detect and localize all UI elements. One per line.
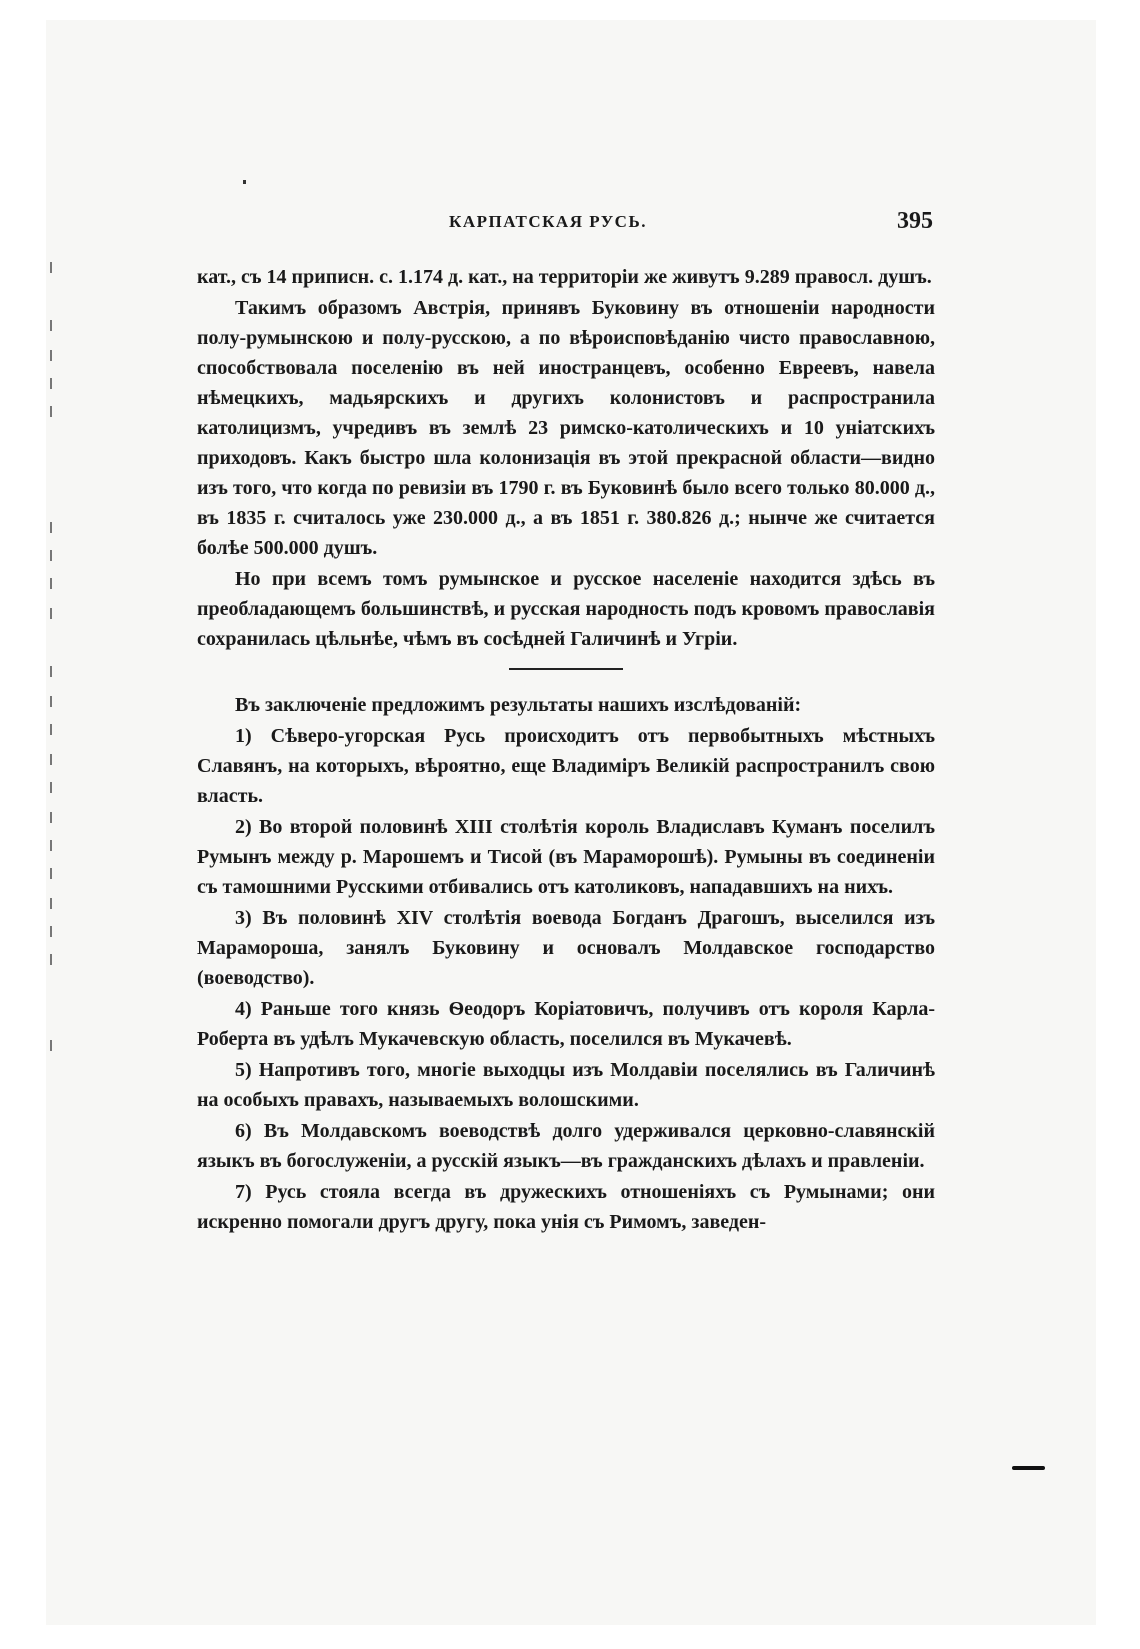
paragraph: кат., съ 14 приписн. с. 1.174 д. кат., на территоріи же живутъ 9.289 правосл. душъ. bbox=[197, 266, 932, 288]
page-number: 395 bbox=[897, 208, 933, 234]
scan-speck bbox=[243, 180, 246, 184]
section-divider bbox=[509, 668, 623, 670]
conclusion-item: 4) Раньше того князь Ѳеодоръ Коріатовичъ, получивъ отъ короля Карла-Роберта въ удѣлъ Мукачевскую область, поселился въ Мукачевѣ. bbox=[197, 998, 935, 1050]
paragraph: Но при всемъ томъ румынское и русское населеніе находится здѣсь въ преобладающемъ большинствѣ, и русская народность подъ кровомъ православія сохранилась цѣльнѣе, чѣмъ въ сосѣдней Галичинѣ и Угріи. bbox=[197, 568, 935, 650]
conclusion-item: 7) Русь стояла всегда въ дружескихъ отношеніяхъ съ Румынами; они искренно помогали другъ другу, пока унія съ Римомъ, заведен- bbox=[197, 1181, 935, 1233]
margin-mark bbox=[50, 1040, 52, 1051]
margin-mark bbox=[50, 578, 52, 589]
margin-mark bbox=[50, 782, 52, 793]
margin-mark bbox=[50, 406, 52, 417]
running-title: КАРПАТСКАЯ РУСЬ. bbox=[449, 212, 647, 231]
conclusion-item: 3) Въ половинѣ XIV столѣтія воевода Богданъ Драгошъ, выселился изъ Марамороша, занялъ Буковину и основалъ Молдавское господарство (воеводство). bbox=[197, 907, 935, 989]
scan-mark-dash bbox=[1012, 1466, 1045, 1470]
margin-mark bbox=[50, 350, 52, 361]
conclusion-item: 6) Въ Молдавскомъ воеводствѣ долго удерживался церковно-славянскій языкъ въ богослуженіи, а русскій языкъ—въ гражданскихъ дѣлахъ и правленіи. bbox=[197, 1120, 935, 1172]
margin-mark bbox=[50, 550, 52, 561]
margin-mark bbox=[50, 666, 52, 677]
conclusion-item: 1) Сѣверо-угорская Русь происходитъ отъ первобытныхъ мѣстныхъ Славянъ, на которыхъ, вѣроятно, еще Владиміръ Великій распространилъ свою власть. bbox=[197, 725, 935, 807]
margin-mark bbox=[50, 754, 52, 765]
margin-mark bbox=[50, 898, 52, 909]
margin-mark bbox=[50, 812, 52, 823]
margin-mark bbox=[50, 840, 52, 851]
body-text bbox=[197, 262, 935, 1238]
conclusion-intro: Въ заключеніе предложимъ результаты нашихъ изслѣдованій: bbox=[235, 694, 802, 716]
conclusion-item: 5) Напротивъ того, многіе выходцы изъ Молдавіи поселялись въ Галичинѣ на особыхъ правахъ, называемыхъ волошскими. bbox=[197, 1059, 935, 1111]
margin-mark bbox=[50, 522, 52, 533]
margin-mark bbox=[50, 868, 52, 879]
margin-mark bbox=[50, 926, 52, 937]
margin-marks bbox=[50, 262, 54, 1112]
margin-mark bbox=[50, 696, 52, 707]
margin-mark bbox=[50, 262, 52, 273]
margin-mark bbox=[50, 378, 52, 389]
page-header bbox=[193, 208, 933, 238]
margin-mark bbox=[50, 320, 52, 331]
conclusion-item: 2) Во второй половинѣ XIII столѣтія король Владиславъ Куманъ поселилъ Румынъ между р. Марошемъ и Тисой (въ Мараморошѣ). Румыны въ соединеніи съ тамошними Русскими отбивались отъ католиковъ, нападавшихъ на нихъ. bbox=[197, 816, 935, 898]
paragraph: Такимъ образомъ Австрія, принявъ Буковину въ отношеніи народности полу-румынскою и полу-русскою, а по вѣроисповѣданію чисто православною, способствовала поселенію въ ней иностранцевъ, особенно Евреевъ, навела нѣмецкихъ, мадьярскихъ и другихъ колонистовъ и распространила католицизмъ, учредивъ въ землѣ 23 римско-католическихъ и 10 уніатскихъ приходовъ. Какъ быстро шла колонизація въ этой прекрасной области—видно изъ того, что когда по ревизіи въ 1790 г. въ Буковинѣ было всего только 80.000 д., въ 1835 г. считалось уже 230.000 д., а въ 1851 г. 380.826 д.; нынче же считается болѣе 500.000 душъ. bbox=[197, 297, 935, 559]
margin-mark bbox=[50, 954, 52, 965]
margin-mark bbox=[50, 724, 52, 735]
margin-mark bbox=[50, 608, 52, 619]
